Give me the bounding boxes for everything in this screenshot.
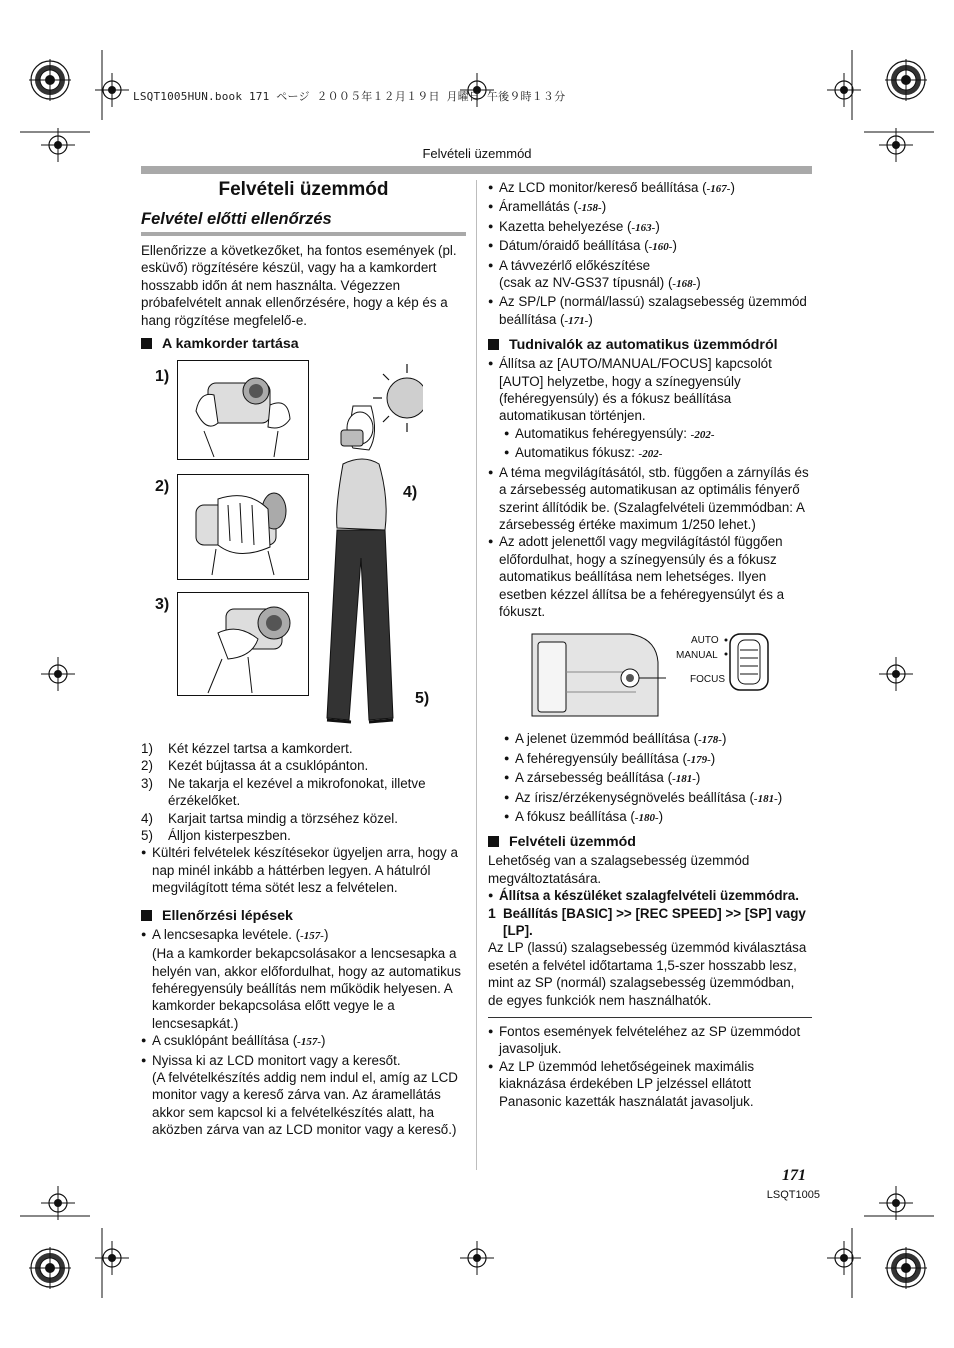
list-item-text: A fehéregyensúly beállítása (: [515, 750, 687, 766]
list-item: [504, 444, 812, 463]
list-item: [141, 1032, 466, 1051]
dial-auto-label: AUTO: [691, 635, 719, 647]
page-reference: -163-: [631, 221, 656, 234]
recmode-paragraph: Az LP (lassú) szalagsebesség üzemmód kiválasztása esetén a felvétel időtartama 1,5-szer hosszabb lesz, mint az SP (normál) szalagsebesség üzemmódban, de egyes funkciók nem használhatók.: [488, 940, 807, 1008]
list-item: [504, 789, 812, 808]
list-item: [141, 1052, 466, 1069]
page-reference: -157-: [297, 1036, 321, 1049]
list-item-text-end: ): [323, 926, 329, 942]
standing-person-drawing: [313, 358, 423, 736]
list-item-text: A távvezérlő előkészítése: [499, 257, 651, 273]
list-item-text: Áramellátás (: [499, 199, 578, 215]
square-bullet-icon: [141, 910, 152, 921]
page-reference: -181-: [753, 792, 778, 805]
recmode-bold-list: [488, 887, 812, 904]
square-bullet-icon: [488, 339, 499, 350]
step-text: Beállítás [BASIC] >> [REC SPEED] >> [SP] vagy [LP].: [503, 905, 806, 938]
list-item-continuation: [141, 945, 466, 1032]
page-reference: -179-: [686, 753, 711, 766]
list-item-text: Automatikus fehéregyensúly:: [515, 425, 691, 441]
list-item-number: 5): [141, 828, 153, 844]
auto-sub-list: [488, 425, 812, 464]
list-item-text-end: ): [730, 180, 735, 195]
section-heading-text: Ellenőrzési lépések: [162, 907, 293, 924]
header-rule: [141, 166, 812, 174]
outdoor-note-list: [141, 844, 466, 896]
fig-label-3: 3): [155, 596, 170, 614]
list-item-text-end: ): [658, 808, 664, 824]
list-item: ● A téma megvilágításától, stb. függően a zárnyílás és a zársebesség automatikusan az optimális fényerő szerint állítódik be. (Szalagfelvételi üzemmódban: A zársebesség értéke maximum 1/250 lehet.): [488, 464, 812, 534]
list-item-number: 3): [141, 775, 153, 791]
column-divider: [476, 180, 477, 1170]
notes-list: [488, 1023, 812, 1110]
camcorder-mic-drawing: [178, 593, 308, 695]
list-item: [488, 257, 812, 294]
list-item-continuation: [141, 1069, 466, 1139]
list-item-text: Nyissa ki az LCD monitort vagy a keresőt.: [152, 1052, 401, 1068]
list-item-text: Ne takarja el kezével a mikrofonokat, illetve érzékelőket.: [168, 775, 426, 809]
section-heading-holding: [141, 335, 466, 354]
manual-mode-list: [488, 730, 812, 827]
page-reference: -167-: [706, 183, 731, 195]
list-item-number: 4): [141, 810, 153, 826]
notes-rule: [488, 1017, 812, 1018]
auto-mode-list-2: [488, 464, 812, 621]
section-heading-recmode: [488, 833, 812, 852]
list-item: [141, 810, 466, 827]
page-title: Felvételi üzemmód: [218, 179, 389, 200]
list-item: ● Fontos események felvételéhez az SP üzemmódot javasoljuk.: [488, 1023, 812, 1058]
running-head: Felvételi üzemmód: [422, 146, 532, 161]
list-item: [488, 218, 812, 237]
list-item-text: Automatikus fókusz:: [515, 445, 639, 461]
illustration-grip-belt: [177, 474, 309, 580]
list-item-text-end: ): [710, 750, 716, 766]
fig-label-4: 4): [403, 484, 418, 502]
illustration-hands-two: [177, 360, 309, 460]
list-item-text-end: ): [601, 199, 607, 215]
page-reference: -168-: [672, 278, 697, 291]
page-reference: -157-: [300, 929, 324, 942]
section-heading-text: Felvételi üzemmód: [509, 834, 636, 851]
list-item-number: 1): [141, 741, 153, 757]
dial-manual-label: MANUAL: [676, 650, 718, 662]
sun-icon: [373, 364, 423, 432]
auto-mode-list: [488, 355, 812, 425]
list-item-text: Álljon kisterpeszben.: [168, 828, 291, 844]
list-item-text: Dátum/óraidő beállítása (: [499, 238, 649, 254]
list-item-text: Kazetta behelyezése (: [499, 218, 632, 234]
list-item: ● Állítsa a készüléket szalagfelvételi üzemmódra.: [488, 887, 812, 904]
list-item: ● Az LP üzemmód lehetőségeinek maximális kiaknázása érdekében LP jelzéssel ellátott Panasonic kazetták használatát javasoljuk.: [488, 1058, 812, 1110]
holding-steps-list: [141, 740, 466, 844]
dial-focus-label: FOCUS: [690, 674, 725, 686]
fig-label-5: 5): [415, 690, 430, 708]
print-info-line: LSQT1005HUN.book 171 ページ ２００５年１２月１９日 月曜日 午後９時１３分: [133, 90, 566, 103]
page-reference: -180-: [634, 811, 659, 824]
holding-figure: [141, 358, 466, 736]
step-number: 1: [488, 904, 496, 921]
page-reference: -202-: [638, 448, 663, 461]
page-reference: -160-: [648, 241, 673, 254]
section-heading-text: Tudnivalók az automatikus üzemmódról: [509, 337, 778, 354]
list-item: ● Az adott jelenettől vagy megvilágítástól függően előfordulhat, hogy a színegyensúly és a fókusz automatikus beállítása nem lehetséges. Ilyen esetben kézzel állítsa be a fehéregyensúlyt és a fókuszt.: [488, 533, 812, 620]
list-item-text-end: ): [655, 218, 660, 234]
list-item-text: A jelenet üzemmód beállítása (: [515, 731, 699, 747]
page-number: 171: [782, 1167, 806, 1184]
section-heading-auto: [488, 336, 812, 355]
list-item-text: A csuklópánt beállítása (: [152, 1033, 298, 1049]
subtitle-rule: [141, 232, 466, 236]
list-item-text-end: ): [721, 731, 727, 747]
section-heading-checks: [141, 907, 466, 926]
list-item: [504, 730, 812, 749]
auto-manual-focus-switch[interactable]: [724, 632, 774, 694]
list-item-text: (Ha a kamkorder bekapcsolásakor a lencsesapka a helyén van, akkor előfordulhat, hogy az automatikus fehéregyensúly beállítás nem működik helyesen. A kamkorder bekapcsolása előtt vegye le a lencsesapkát.): [152, 946, 461, 1031]
list-item: [141, 926, 466, 945]
list-item-number: 2): [141, 758, 153, 774]
model-code: LSQT1005: [766, 1189, 820, 1201]
fig-label-1: 1): [155, 368, 170, 386]
list-item: ● Állítsa az [AUTO/MANUAL/FOCUS] kapcsolót [AUTO] helyzetbe, hogy a színegyensúly (fehéregyensúly) és a fókusz beállítása automatikusan történjen.: [488, 355, 812, 425]
outdoor-note: ● Kültéri felvételek készítésekor ügyeljen arra, hogy a nap minél inkább a háttérben legyen. A hátulról megvilágított téma sötét lesz a felvételen.: [141, 844, 466, 896]
list-item-text-end: ): [777, 789, 783, 805]
list-item: [504, 425, 812, 444]
list-item: [504, 750, 812, 769]
list-item: [488, 179, 812, 198]
page-reference: -178-: [698, 734, 722, 747]
page-reference: -171-: [564, 314, 589, 327]
list-item: [141, 827, 466, 844]
list-item: [488, 198, 812, 217]
page-reference: -181-: [672, 773, 696, 786]
list-item-text-end: ): [696, 275, 701, 291]
list-item-text-end: ): [320, 1033, 326, 1049]
page-reference: -158-: [577, 202, 602, 215]
switch-figure: [488, 632, 812, 724]
list-item: [488, 237, 812, 256]
list-item-text: Az SP/LP (normál/lassú) szalagsebesség üzemmód beállítása (: [499, 294, 807, 327]
list-item-text: A zársebesség beállítása (: [515, 770, 673, 786]
list-item-text: A fókusz beállítása (: [515, 808, 635, 824]
list-item-text: (csak az NV-GS37 típusnál) (: [499, 275, 673, 291]
list-item-text: Az írisz/érzékenységnövelés beállítása (: [515, 789, 754, 805]
camcorder-side-drawing: [526, 632, 666, 722]
illustration-microphone: [177, 592, 309, 696]
list-item: [504, 808, 812, 827]
list-item-text: A lencsesapka levétele. (: [152, 926, 301, 942]
camcorder-grip-drawing: [178, 475, 308, 579]
list-item-text: (A felvételkészítés addig nem indul el, amíg az LCD monitor vagy a kereső zárva van. Az áramellátás akkor sem kapcsol ki a felvételkészítés alatt, ha aközben zárva van az LCD monitor vagy a kereső.): [152, 1069, 458, 1138]
list-item-text: Két kézzel tartsa a kamkordert.: [168, 741, 353, 757]
preparation-list: [488, 179, 812, 330]
list-item: [504, 769, 812, 788]
list-item-text: Karjait tartsa mindig a törzséhez közel.: [168, 810, 398, 826]
list-item: [141, 757, 466, 774]
square-bullet-icon: [141, 338, 152, 349]
list-item: [141, 740, 466, 757]
list-item-text-end: ): [695, 770, 701, 786]
list-item-text: Kezét bújtassa át a csuklópánton.: [168, 758, 369, 774]
section-heading-text: A kamkorder tartása: [162, 336, 299, 353]
step-1: [488, 905, 812, 940]
list-item-text-end: ): [672, 238, 677, 254]
left-column: [141, 178, 466, 1139]
page-reference: -202-: [690, 428, 715, 441]
list-item-text-end: ): [588, 311, 593, 327]
list-item: [488, 293, 812, 330]
intro-paragraph: Ellenőrizze a következőket, ha fontos események (pl. esküvő) rögzítésére készül, vagy ha a kamkordert hosszabb időn át nem használta. Végezzen próbafelvételt annak ellenőrzésére, hogy a kép és a hang rögzítése megfelelő-e.: [141, 243, 457, 328]
square-bullet-icon: [488, 836, 499, 847]
right-column: [488, 179, 812, 1110]
check-list: [141, 926, 466, 1139]
fig-label-2: 2): [155, 478, 170, 496]
list-item: [141, 775, 466, 810]
list-item-text: Az LCD monitor/kereső beállítása (: [499, 180, 707, 195]
recmode-intro: Lehetőség van a szalagsebesség üzemmód megváltoztatására.: [488, 853, 750, 886]
camcorder-two-hands-drawing: [178, 361, 308, 459]
section-subtitle: Felvétel előtti ellenőrzés: [141, 210, 332, 228]
